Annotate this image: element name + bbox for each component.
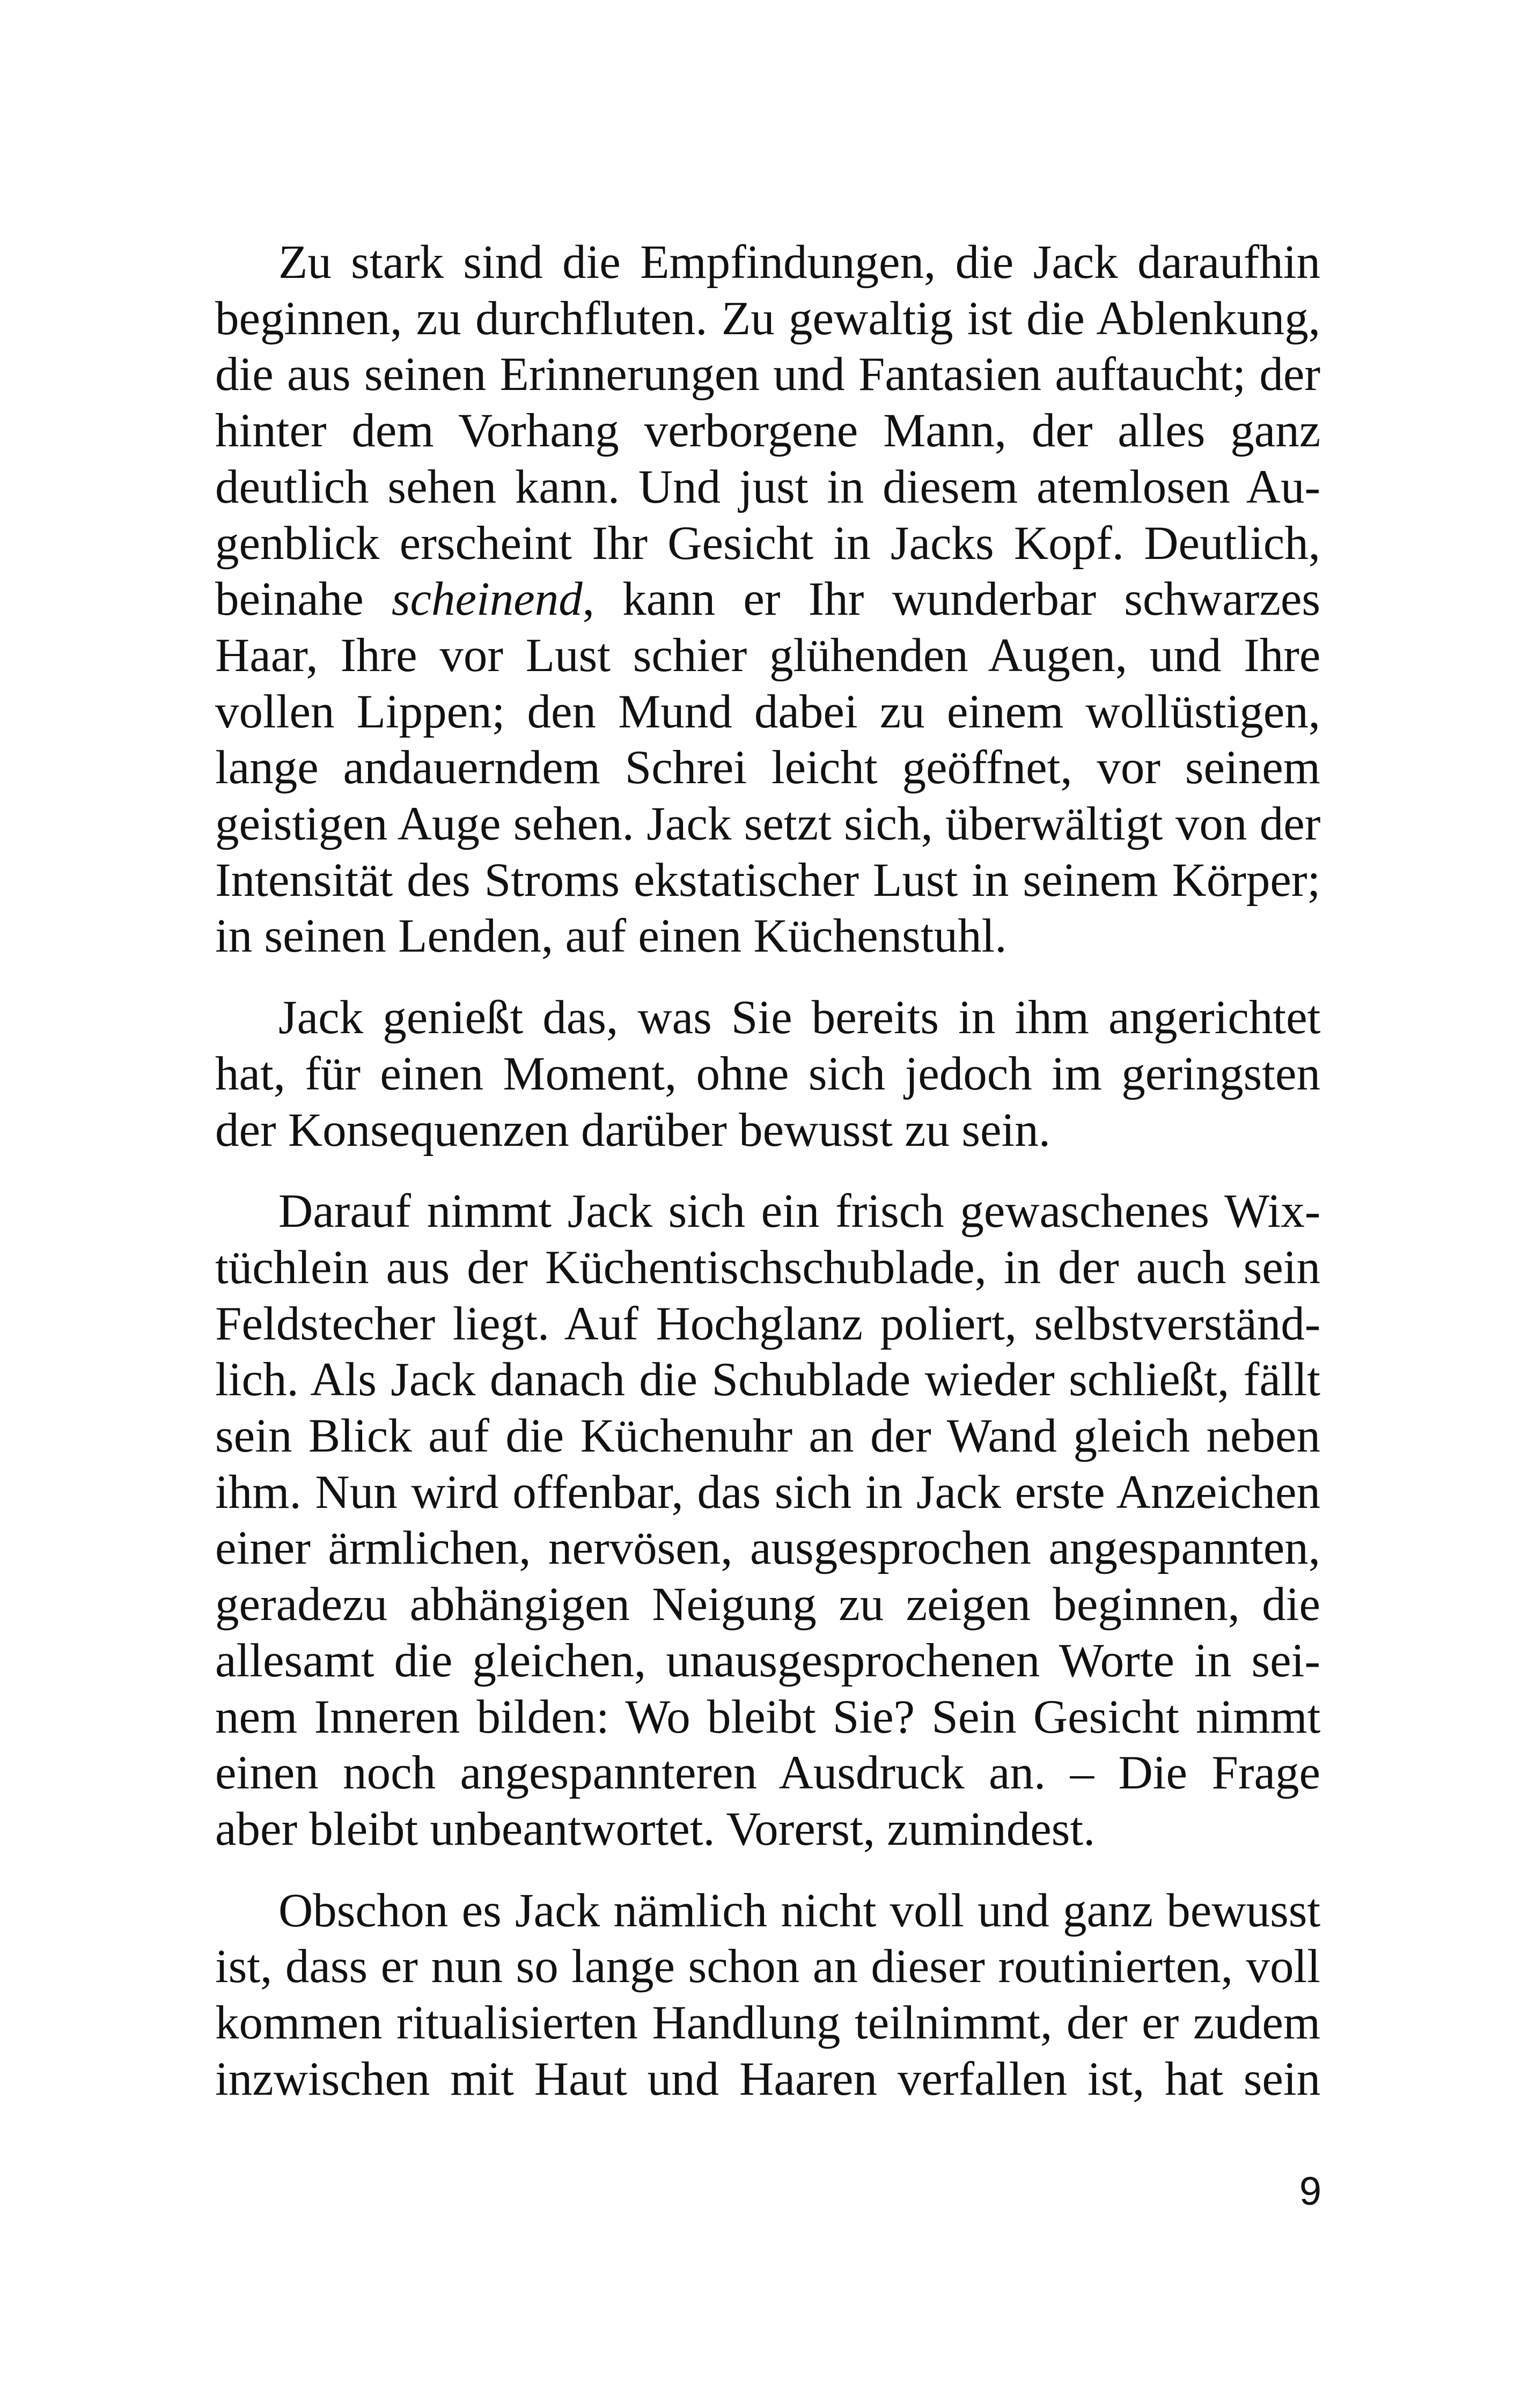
text-line: allesamt die gleichen, unausgesprochenen Worte in sei- [215, 1634, 1320, 1687]
text-line: Zu stark sind die Empfindungen, die Jack daraufhin [278, 236, 1320, 289]
emphasis-word: scheinend [391, 573, 583, 626]
text-line: genblick erscheint Ihr Gesicht in Jacks Kopf. Deutlich, [215, 517, 1320, 570]
page-number: 9 [1299, 2169, 1321, 2213]
text-line: ihm. Nun wird offenbar, das sich in Jack erste Anzeichen [215, 1466, 1320, 1519]
text-line: Intensität des Stroms ekstatischer Lust in seinem Körper; [215, 853, 1321, 907]
text-line: Obschon es Jack nämlich nicht voll und ganz bewusst [278, 1884, 1321, 1937]
text-line: hat, für einen Moment, ohne sich jedoch im geringsten [215, 1047, 1320, 1100]
text-line: aber bleibt unbeantwortet. Vorerst, zumindest. [215, 1802, 1096, 1855]
text-line: beginnen, zu durchfluten. Zu gewaltig ist die Ablenkung, [215, 292, 1320, 345]
text-line: der Konsequenzen darüber bewusst zu sein. [215, 1103, 1050, 1157]
text-line: einen noch angespannteren Ausdruck an. – Die Frage [215, 1747, 1321, 1800]
text-line: vollen Lippen; den Mund dabei zu einem wollüstigen, [215, 685, 1320, 738]
text-line: geistigen Auge sehen. Jack setzt sich, überwältigt von der [215, 798, 1321, 851]
paragraph-4 [215, 1883, 1320, 2108]
text-line: einer ärmlichen, nervösen, ausgesprochen angespannten, [215, 1522, 1321, 1575]
text-line: nem Inneren bilden: Wo bleibt Sie? Sein Gesicht nimmt [215, 1690, 1321, 1743]
text-line: lange andauerndem Schrei leicht geöffnet, vor seinem [215, 741, 1320, 794]
paragraph-3 [215, 1183, 1320, 1857]
text-line: kommen ritualisierten Handlung teilnimmt, der er zudem [215, 1997, 1321, 2050]
text-line: die aus seinen Erinnerungen und Fantasien auftaucht; der [215, 348, 1320, 401]
text-line: Darauf nimmt Jack sich ein frisch gewaschenes Wix- [278, 1185, 1321, 1238]
paragraph-2 [215, 990, 1320, 1158]
text-line: inzwischen mit Haut und Haaren verfallen ist, hat sein [215, 2052, 1321, 2105]
text-segment: , kann er Ihr wunderbar schwarzes [582, 573, 1320, 626]
text-line-with-emphasis [215, 571, 1320, 628]
text-line: Haar, Ihre vor Lust schier glühenden Augen, und Ihre [215, 629, 1321, 682]
text-line: Feldstecher liegt. Auf Hochglanz poliert, selbstverständ- [215, 1297, 1321, 1350]
paragraph-1 [215, 234, 1320, 964]
text-line: tüchlein aus der Küchentischschublade, in der auch sein [215, 1241, 1320, 1294]
text-segment: beinahe [215, 573, 392, 626]
text-line: lich. Als Jack danach die Schublade wieder schließt, fällt [215, 1353, 1320, 1406]
text-line: hinter dem Vorhang verborgene Mann, der alles ganz [215, 404, 1321, 458]
text-line: Jack genießt das, was Sie bereits in ihm angerichtet [278, 991, 1321, 1044]
text-line: ist, dass er nun so lange schon an dieser routinierten, voll [215, 1940, 1320, 1993]
body-text [215, 234, 1320, 2133]
text-line: sein Blick auf die Küchenuhr an der Wand gleich neben [215, 1410, 1320, 1463]
text-line: deutlich sehen kann. Und just in diesem atemlosen Au- [215, 460, 1321, 513]
text-line: in seinen Lenden, auf einen Küchenstuhl. [215, 910, 1007, 963]
text-line: geradezu abhängigen Neigung zu zeigen beginnen, die [215, 1578, 1320, 1631]
